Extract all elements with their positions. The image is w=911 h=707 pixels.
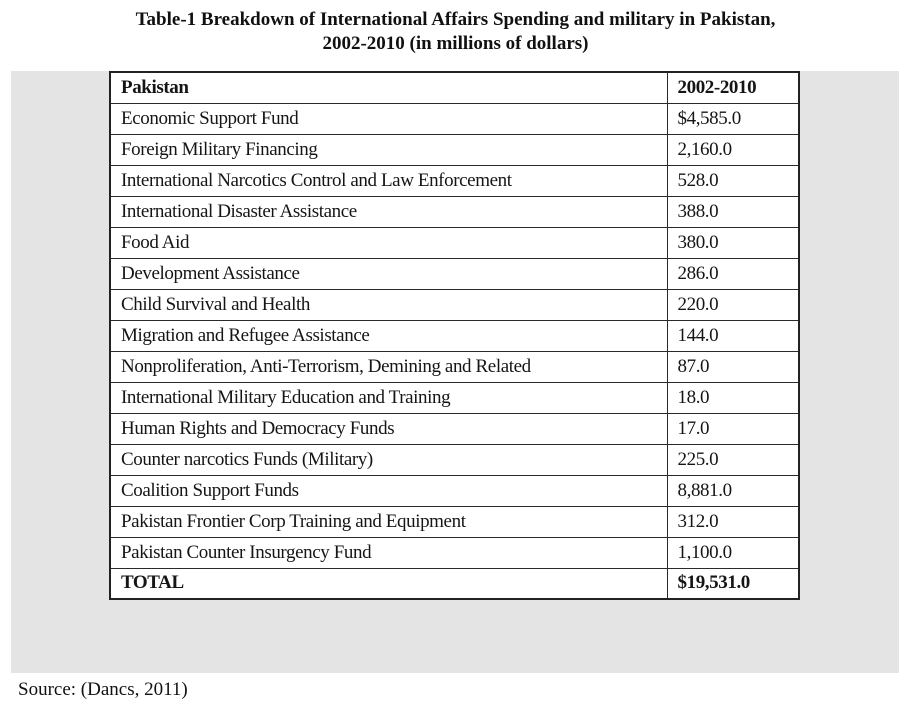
table-caption xyxy=(0,8,911,56)
row-amount-cell: 17.0 xyxy=(667,413,799,444)
table-row xyxy=(110,320,799,351)
table-row xyxy=(110,537,799,568)
table-row xyxy=(110,413,799,444)
row-category-cell: Foreign Military Financing xyxy=(110,134,667,165)
row-category-cell: Nonproliferation, Anti-Terrorism, Demining and Related xyxy=(110,351,667,382)
row-amount-cell: 528.0 xyxy=(667,165,799,196)
row-category-cell: Food Aid xyxy=(110,227,667,258)
caption-line-2: 2002-2010 (in millions of dollars) xyxy=(322,33,589,54)
table-row xyxy=(110,103,799,134)
total-label-cell: TOTAL xyxy=(110,568,667,599)
row-category-cell: Pakistan Frontier Corp Training and Equipment xyxy=(110,506,667,537)
row-category-cell: International Military Education and Training xyxy=(110,382,667,413)
row-amount-cell: 388.0 xyxy=(667,196,799,227)
table-row xyxy=(110,382,799,413)
header-cell-category: Pakistan xyxy=(110,72,667,103)
table-row xyxy=(110,196,799,227)
row-category-cell: Migration and Refugee Assistance xyxy=(110,320,667,351)
header-cell-period: 2002-2010 xyxy=(667,72,799,103)
row-amount-cell: 2,160.0 xyxy=(667,134,799,165)
table-row xyxy=(110,444,799,475)
row-amount-cell: 18.0 xyxy=(667,382,799,413)
row-category-cell: Economic Support Fund xyxy=(110,103,667,134)
spending-table xyxy=(109,71,800,600)
row-amount-cell: 8,881.0 xyxy=(667,475,799,506)
row-amount-cell: 380.0 xyxy=(667,227,799,258)
source-citation: Source: (Dancs, 2011) xyxy=(18,679,188,700)
caption-line-1: Table-1 Breakdown of International Affairs Spending and military in Pakistan, xyxy=(135,9,776,30)
table-row xyxy=(110,227,799,258)
table-total-row xyxy=(110,568,799,599)
row-category-cell: Pakistan Counter Insurgency Fund xyxy=(110,537,667,568)
row-amount-cell: 144.0 xyxy=(667,320,799,351)
row-category-cell: Coalition Support Funds xyxy=(110,475,667,506)
table-row xyxy=(110,506,799,537)
table-row xyxy=(110,258,799,289)
row-category-cell: Child Survival and Health xyxy=(110,289,667,320)
table-row xyxy=(110,165,799,196)
row-amount-cell: 312.0 xyxy=(667,506,799,537)
row-amount-cell: 225.0 xyxy=(667,444,799,475)
table-row xyxy=(110,351,799,382)
table-row xyxy=(110,289,799,320)
row-amount-cell: 286.0 xyxy=(667,258,799,289)
table-row xyxy=(110,475,799,506)
row-amount-cell: 87.0 xyxy=(667,351,799,382)
table-row xyxy=(110,134,799,165)
row-category-cell: International Disaster Assistance xyxy=(110,196,667,227)
row-category-cell: Development Assistance xyxy=(110,258,667,289)
total-amount-cell: $19,531.0 xyxy=(667,568,799,599)
table-header-row xyxy=(110,72,799,103)
row-amount-cell: 220.0 xyxy=(667,289,799,320)
row-amount-cell: 1,100.0 xyxy=(667,537,799,568)
row-category-cell: Human Rights and Democracy Funds xyxy=(110,413,667,444)
row-category-cell: International Narcotics Control and Law Enforcement xyxy=(110,165,667,196)
row-amount-cell: $4,585.0 xyxy=(667,103,799,134)
row-category-cell: Counter narcotics Funds (Military) xyxy=(110,444,667,475)
